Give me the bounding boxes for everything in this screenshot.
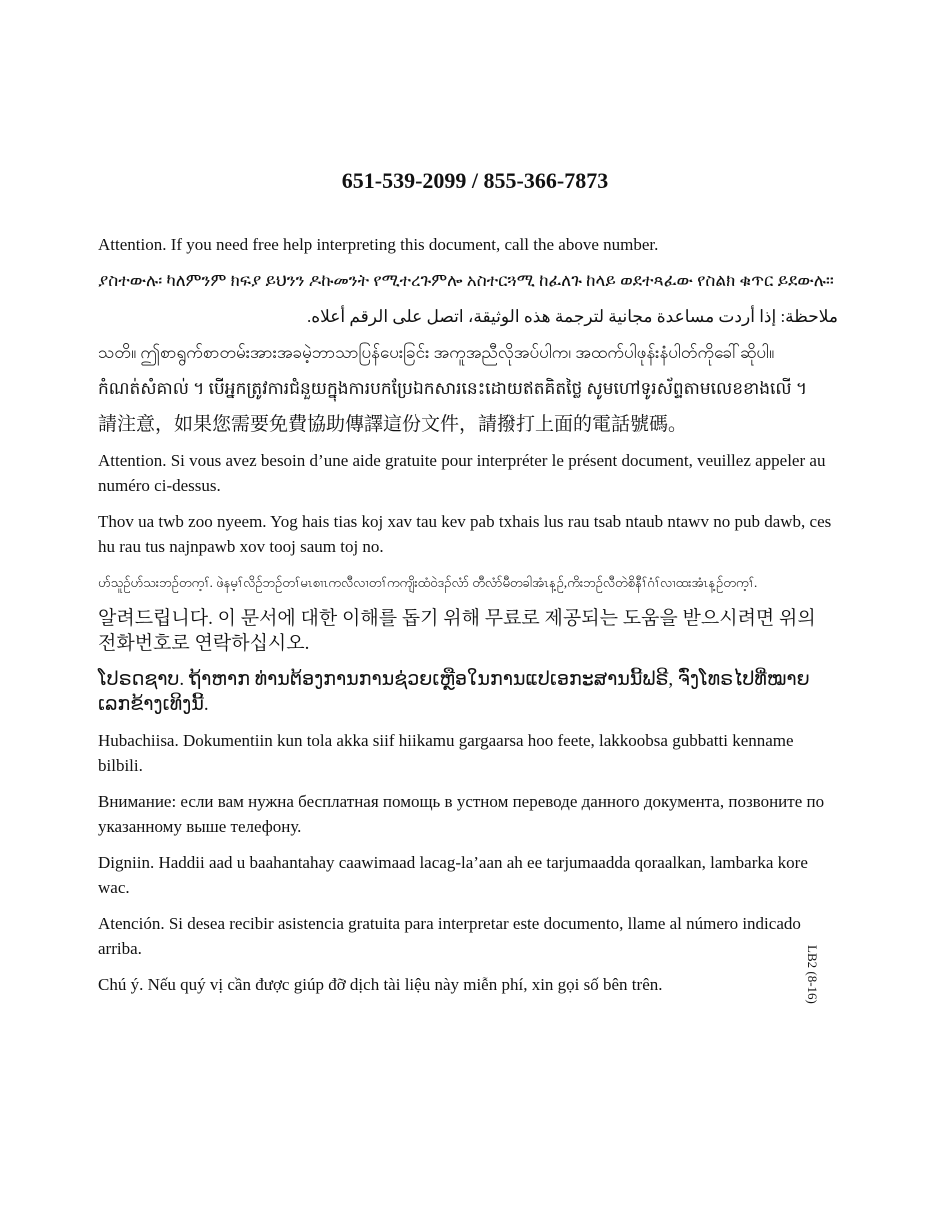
notice-french: Attention. Si vous avez besoin d’une aide gratuite pour interpréter le présent document, veuillez appeler au numéro ci-dessus. — [98, 451, 826, 495]
notice-english: Attention. If you need free help interpreting this document, call the above number. — [98, 235, 659, 254]
notice-oromo: Hubachiisa. Dokumentiin kun tola akka siif hiikamu gargaarsa hoo feete, lakkoobsa gubbatti kenname bilbili. — [98, 731, 794, 775]
notice-hmong: Thov ua twb zoo nyeem. Yog hais tias koj xav tau kev pab txhais lus rau tsab ntaub ntawv no pub dawb, ces hu rau tus najnpawb xov tooj saum toj no. — [98, 512, 832, 556]
notice-burmese: သတိ။ ဤစာရွက်စာတမ်းအားအခမဲ့ဘာသာပြန်ပေးခြင်း အကူအညီလိုအပ်ပါက၊ အထက်ပါဖုန်းနံပါတ်ကိုခေါ်ဆိုပါ။ — [98, 343, 775, 362]
notice-amharic: ያስተውሉ፡ ካለምንም ክፍያ ይህንን ዶኩመንት የሚተረጉምሎ አስተርጓሚ ከፈለጉ ከላይ ወደተጻፈው የስልክ ቁጥር ይደውሉ። — [98, 271, 834, 290]
notice-somali: Digniin. Haddii aad u baahantahay caawimaad lacag-la’aan ah ee tarjumaadda qoraalkan, lambarka kore wac. — [98, 853, 808, 897]
notice-arabic: ملاحظة: إذا أردت مساعدة مجانية لترجمة هذه الوثيقة، اتصل على الرقم أعلاه. — [306, 307, 838, 326]
notice-russian: Внимание: если вам нужна бесплатная помощь в устном переводе данного документа, позвоните по указанному выше телефону. — [98, 792, 825, 836]
notice-karen: ဟ်သူဉ်ဟ်သးဘဉ်တက့ၢ်. ဖဲနမ့ၢ်လိဉ်ဘဉ်တၢ်မၤစၢၤကလီလၢတၢ်ကကျိးထံဝဲဒၣ်လံာ် တီလံာ်မီတခါအံၤန့ဉ်,ကိးဘဉ်လီတဲစိနီၢ်ဂံၢ်လၢထးအံၤန့ဉ်တက့ၢ်. — [98, 575, 758, 590]
notice-khmer: កំណត់សំគាល់ ។ បើអ្នកត្រូវការជំនួយក្នុងការបកប្រែឯកសារនេះដោយឥតគិតថ្លៃ សូមហៅទូរស័ព្ទតាមលេខខាងលើ ។ — [98, 379, 808, 398]
form-code: LB2 (8-16) — [805, 945, 820, 1004]
notice-spanish: Atención. Si desea recibir asistencia gratuita para interpretar este documento, llame al número indicado arriba. — [98, 914, 801, 958]
notice-korean: 알려드립니다. 이 문서에 대한 이해를 돕기 위해 무료로 제공되는 도움을 받으시려면 위의 전화번호로 연락하십시오. — [98, 608, 816, 654]
notice-chinese: 請注意，如果您需要免費協助傳譯這份文件，請撥打上面的電話號碼。 — [98, 414, 688, 435]
notice-lao: ໂປຣດຊາບ. ຖ້າຫາກ ທ່ານຕ້ອງການການຊ່ວຍເຫຼືອໃນການແປເອກະສານນີ້ຟຣີ, ຈົ່ງໂທຣໄປທີ່ໝາຍເລກຂ້າງເທິງນີ້. — [98, 669, 810, 715]
notice-list — [98, 232, 838, 1008]
phone-numbers: 651-539-2099 / 855-366-7873 — [341, 168, 609, 193]
notice-vietnamese: Chú ý. Nếu quý vị cần được giúp đỡ dịch tài liệu này miễn phí, xin gọi số bên trên. — [98, 975, 663, 994]
